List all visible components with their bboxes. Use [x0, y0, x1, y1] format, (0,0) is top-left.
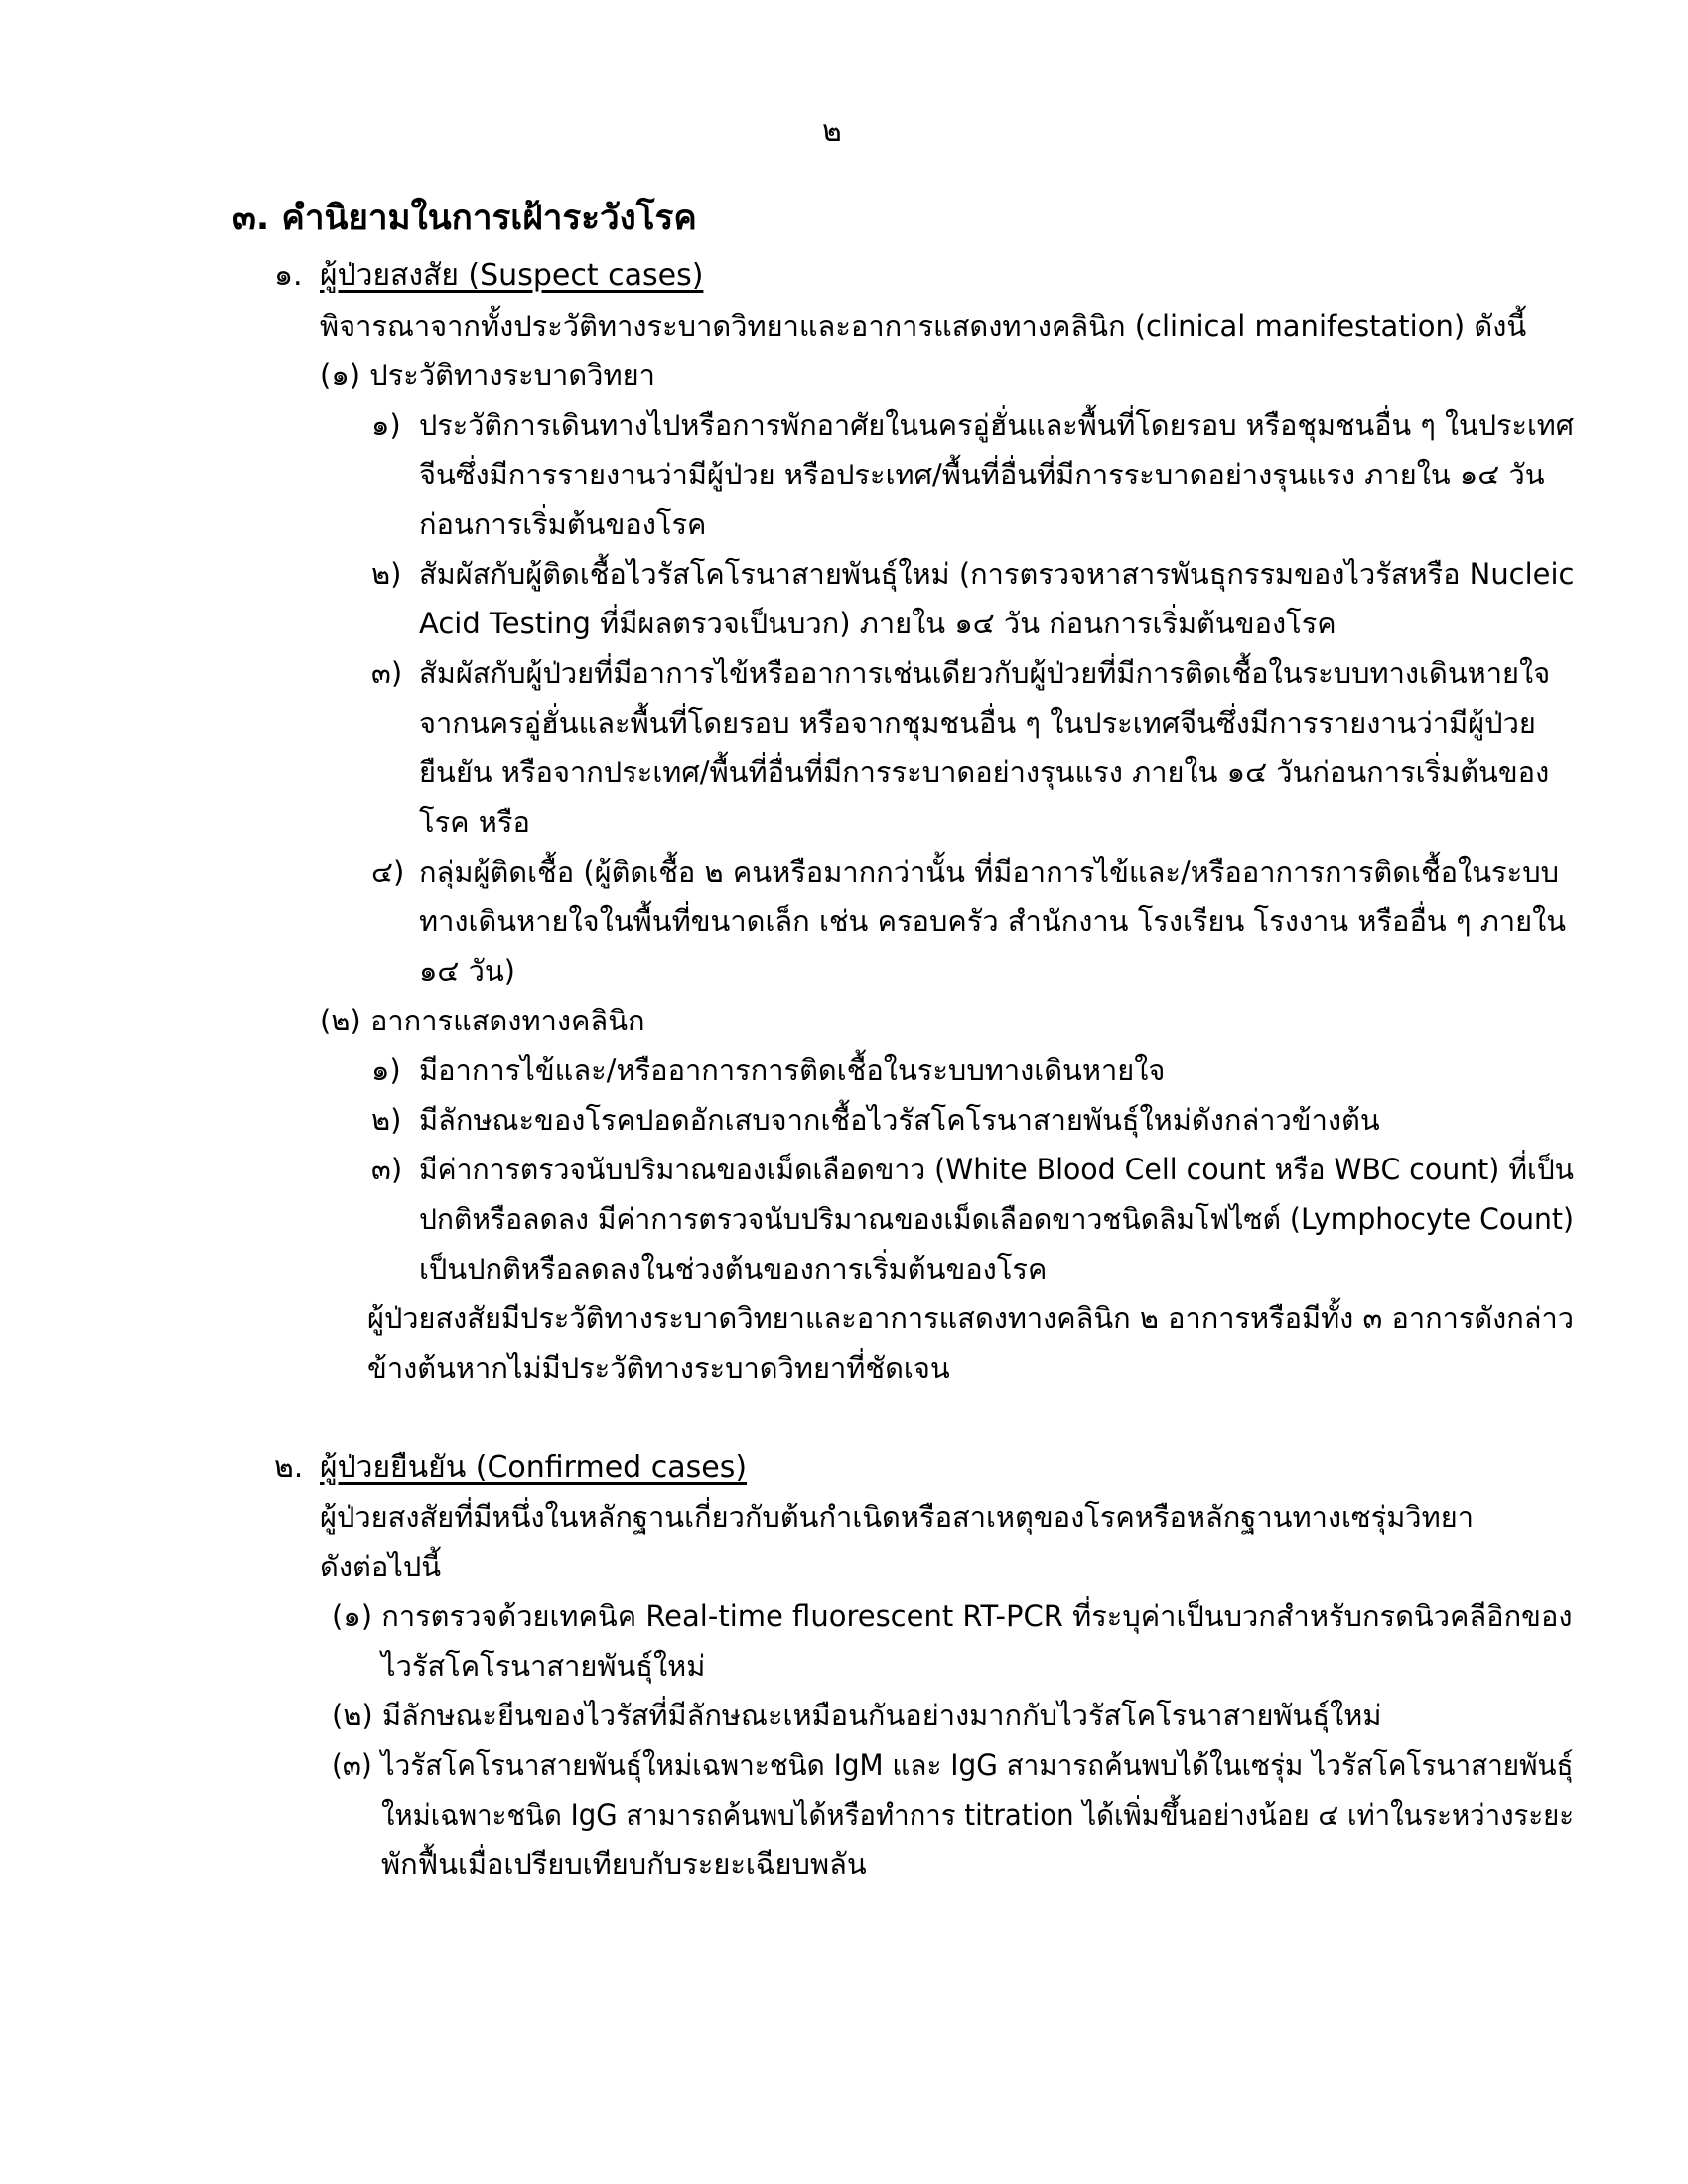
confirmed-heading: ผู้ป่วยยืนยัน (Confirmed cases)	[320, 1450, 748, 1485]
confirmed-intro-line-2: ดังต่อไปนี้	[320, 1550, 442, 1583]
confirmed-item-3-line-1: (๓) ไวรัสโคโรนาสายพันธุ์ใหม่เฉพาะชนิด IgM และ IgG สามารถค้นพบได้ในเซรุ่ม ไวรัสโคโรนาสายพันธุ์	[332, 1748, 1574, 1782]
confirmed-item-1-line-2: ไวรัสโคโรนาสายพันธุ์ใหม่	[381, 1649, 706, 1683]
epi-item-3-line-2: จากนครอู่ฮั่นและพื้นที่โดยรอบ หรือจากชุมชนอื่น ๆ ในประเทศจีนซึ่งมีการรายงานว่ามีผู้ป่วย	[419, 706, 1536, 740]
epi-item-1-number: ๑)	[371, 408, 401, 442]
clin-item-1-line-1: มีอาการไข้และ/หรืออาการการติดเชื้อในระบบทางเดินหายใจ	[419, 1053, 1166, 1087]
suspect-heading: ผู้ป่วยสงสัย (Suspect cases)	[320, 258, 704, 293]
epi-label: (๑) ประวัติทางระบาดวิทยา	[320, 358, 655, 392]
clin-label: (๒) อาการแสดงทางคลินิก	[320, 1004, 645, 1037]
epi-item-2-number: ๒)	[371, 557, 402, 591]
clin-item-2-line-1: มีลักษณะของโรคปอดอักเสบจากเชื้อไวรัสโคโรนาสายพันธุ์ใหม่ดังกล่าวข้างต้น	[419, 1103, 1380, 1137]
clin-item-3-number: ๓)	[371, 1153, 403, 1186]
epi-item-4-line-3: ๑๔ วัน)	[419, 954, 515, 988]
epi-item-2-line-1: สัมผัสกับผู้ติดเชื้อไวรัสโคโรนาสายพันธุ์ใหม่ (การตรวจหาสารพันธุกรรมของไวรัสหรือ Nucleic	[419, 557, 1575, 591]
epi-item-4-number: ๔)	[371, 855, 405, 888]
confirmed-intro-line-1: ผู้ป่วยสงสัยที่มีหนึ่งในหลักฐานเกี่ยวกับต้นกำเนิดหรือสาเหตุของโรคหรือหลักฐานทางเซรุ่มวิทยา	[320, 1500, 1474, 1534]
epi-item-3-line-4: โรค หรือ	[419, 805, 530, 839]
confirmed-item-1-line-1: (๑) การตรวจด้วยเทคนิค Real-time fluorescent RT-PCR ที่ระบุค่าเป็นบวกสำหรับกรดนิวคลีอิกของ	[332, 1599, 1573, 1633]
epi-item-2-line-2: Acid Testing ที่มีผลตรวจเป็นบวก) ภายใน ๑๔ วัน ก่อนการเริ่มต้นของโรค	[419, 607, 1336, 640]
suspect-number: ๑.	[274, 258, 303, 293]
page-number: ๒	[822, 114, 842, 149]
confirmed-item-2-line-1: (๒) มีลักษณะยีนของไวรัสที่มีลักษณะเหมือนกันอย่างมากกับไวรัสโคโรนาสายพันธุ์ใหม่	[332, 1699, 1382, 1732]
epi-item-4-line-2: ทางเดินหายใจในพื้นที่ขนาดเล็ก เช่น ครอบครัว สำนักงาน โรงเรียน โรงงาน หรืออื่น ๆ ภายใน	[419, 904, 1567, 938]
confirmed-item-3-line-2: ใหม่เฉพาะชนิด IgG สามารถค้นพบได้หรือทำการ titration ได้เพิ่มขึ้นอย่างน้อย ๔ เท่าในระหว่างระยะ	[381, 1798, 1575, 1832]
suspect-summary-line-2: ข้างต้นหากไม่มีประวัติทางระบาดวิทยาที่ชัดเจน	[367, 1351, 950, 1385]
confirmed-item-3-line-3: พักฟื้นเมื่อเปรียบเทียบกับระยะเฉียบพลัน	[381, 1847, 867, 1881]
clin-item-3-line-3: เป็นปกติหรือลดลงในช่วงต้นของการเริ่มต้นของโรค	[419, 1252, 1048, 1286]
epi-item-3-line-3: ยืนยัน หรือจากประเทศ/พื้นที่อื่นที่มีการระบาดอย่างรุนแรง ภายใน ๑๔ วันก่อนการเริ่มต้นของ	[419, 755, 1550, 789]
suspect-intro: พิจารณาจากทั้งประวัติทางระบาดวิทยาและอาการแสดงทางคลินิก (clinical manifestation) ดังนี้	[320, 309, 1527, 342]
epi-item-1-line-3: ก่อนการเริ่มต้นของโรค	[419, 507, 707, 541]
epi-item-1-line-2: จีนซึ่งมีการรายงานว่ามีผู้ป่วย หรือประเทศ/พื้นที่อื่นที่มีการระบาดอย่างรุนแรง ภายใน ๑๔ วัน	[419, 458, 1545, 491]
clin-item-1-number: ๑)	[371, 1053, 401, 1087]
epi-item-3-number: ๓)	[371, 656, 403, 690]
suspect-summary-line-1: ผู้ป่วยสงสัยมีประวัติทางระบาดวิทยาและอาการแสดงทางคลินิก ๒ อาการหรือมีทั้ง ๓ อาการดังกล่าว	[367, 1301, 1575, 1335]
section-title: ๓. คำนิยามในการเฝ้าระวังโรค	[232, 199, 697, 238]
epi-item-4-line-1: กลุ่มผู้ติดเชื้อ (ผู้ติดเชื้อ ๒ คนหรือมากกว่านั้น ที่มีอาการไข้และ/หรืออาการการติดเชื้อในระบบ	[419, 855, 1560, 888]
epi-item-1-line-1: ประวัติการเดินทางไปหรือการพักอาศัยในนครอู่ฮั่นและพื้นที่โดยรอบ หรือชุมชนอื่น ๆ ในประเทศ	[419, 408, 1575, 442]
clin-item-3-line-2: ปกติหรือลดลง มีค่าการตรวจนับปริมาณของเม็ดเลือดขาวชนิดลิมโฟไซต์ (Lymphocyte Count)	[419, 1202, 1575, 1236]
epi-item-3-line-1: สัมผัสกับผู้ป่วยที่มีอาการไข้หรืออาการเช่นเดียวกับผู้ป่วยที่มีการติดเชื้อในระบบทางเดินหายใจ	[419, 656, 1551, 690]
clin-item-2-number: ๒)	[371, 1103, 402, 1137]
confirmed-number: ๒.	[274, 1450, 304, 1485]
clin-item-3-line-1: มีค่าการตรวจนับปริมาณของเม็ดเลือดขาว (White Blood Cell count หรือ WBC count) ที่เป็น	[419, 1153, 1575, 1186]
